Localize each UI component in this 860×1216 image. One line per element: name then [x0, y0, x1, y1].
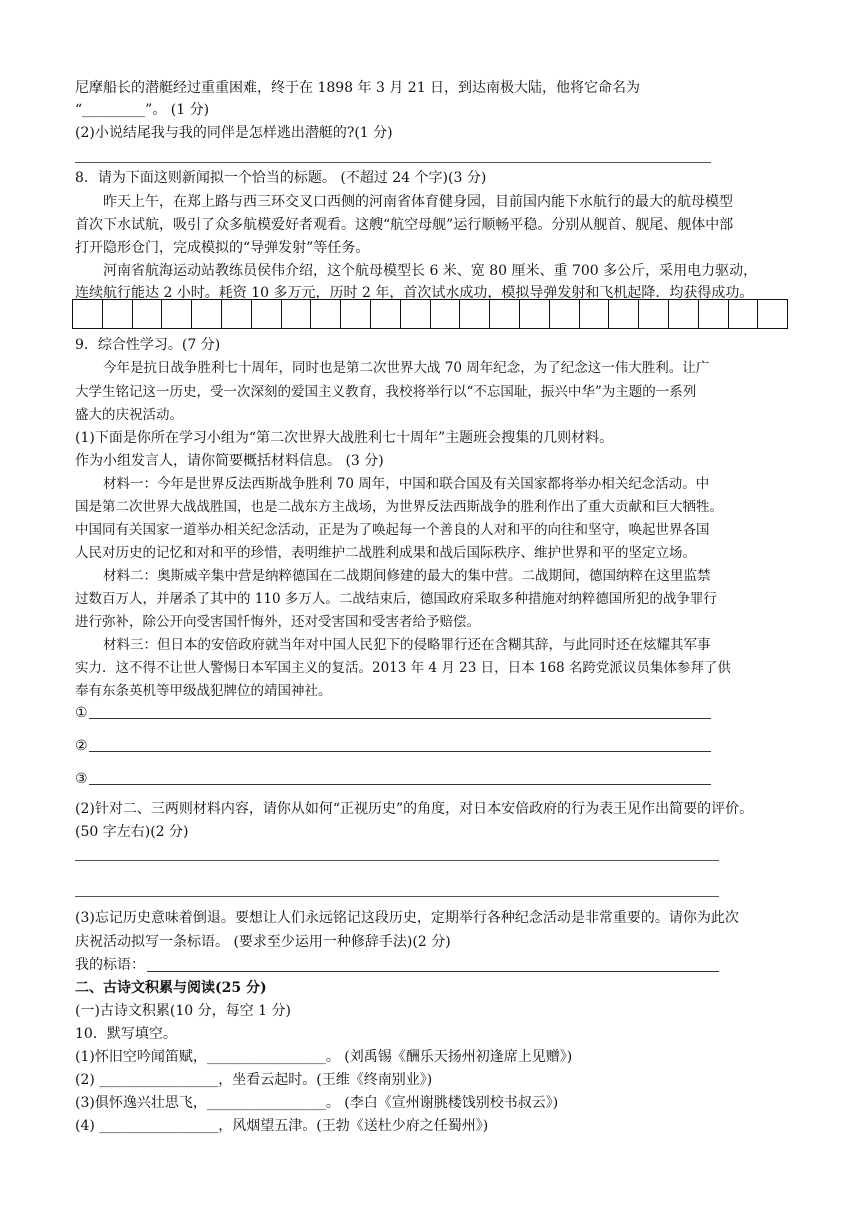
- answer-grid-cell[interactable]: [669, 300, 699, 328]
- answer-mark-1: ①: [75, 705, 88, 721]
- answer-grid-cell[interactable]: [609, 300, 639, 328]
- answer-line-3[interactable]: [89, 784, 711, 785]
- material3-line2: 实力．这不得不让世人警惕日本军国主义的复活。2013 年 4 月 23 日，日本 168 名跨党派议员集体参拜了供: [75, 660, 731, 676]
- material3-line3: 奉有东条英机等甲级战犯牌位的靖国神社。: [75, 683, 332, 699]
- slogan-answer-line[interactable]: [147, 971, 719, 972]
- q8-para1-line3: 打开隐形仓门，完成模拟的“导弹发射”等任务。: [75, 240, 370, 256]
- answer-grid-cell[interactable]: [580, 300, 610, 328]
- q9-intro-line1: 今年是抗日战争胜利七十周年，同时也是第二次世界大战 70 周年纪念，为了纪念这一伟大胜利。让广: [103, 360, 710, 376]
- answer-grid-cell[interactable]: [341, 300, 371, 328]
- section2-heading: 二、古诗文积累与阅读(25 分): [75, 980, 267, 996]
- slogan-label: 我的标语：: [75, 957, 145, 973]
- q7-text-line-1: 尼摩船长的潜艇经过重重困难，终于在 1898 年 3 月 21 日，到达南极大陆，他将它命名为: [75, 80, 641, 96]
- material1-line1: 材料一：今年是世界反法西斯战争胜利 70 周年，中国和联合国及有关国家都将举办相关纪念活动。中: [103, 476, 710, 492]
- q9-sub1-line1: (1)下面是你所在学习小组为“第二次世界大战胜利七十周年”主题班会搜集的几则材料。: [75, 430, 614, 446]
- q10-title: 10．默写填空。: [75, 1026, 177, 1042]
- q9-sub2-line1: (2)针对二、三两则材料内容，请你从如何“正视历史”的角度，对日本安倍政府的行为表王见作出简要的评价。: [75, 801, 754, 817]
- answer-mark-3: ③: [75, 771, 88, 787]
- answer-grid-cell[interactable]: [699, 300, 729, 328]
- answer-grid-cell[interactable]: [520, 300, 550, 328]
- q9-intro-line2: 大学生铭记这一历史，受一次深刻的爱国主义教育，我校将举行以“不忘国耻，振兴中华”为主题的一系列: [75, 384, 697, 400]
- answer-grid-cell[interactable]: [103, 300, 133, 328]
- q8-para2-line2: 连续航行能达 2 小时。耗资 10 多万元，历时 2 年，首次试水成功，模拟导弹发射和飞机起降．均获得成功。: [75, 285, 754, 301]
- answer-grid-cell[interactable]: [222, 300, 252, 328]
- answer-grid-cell[interactable]: [282, 300, 312, 328]
- material1-line3: 中国同有关国家一道举办相关纪念活动，正是为了唤起每一个善良的人对和平的向往和坚守，唤起世界各国: [75, 522, 710, 538]
- q10-item-1: (1)怀旧空吟闻笛赋，_________________。 (刘禹锡《酬乐天扬州初逢席上见赠》): [75, 1049, 573, 1065]
- answer-grid-cell[interactable]: [73, 300, 103, 328]
- material2-line3: 进行弥补，除公开向受害国忏悔外，还对受害国和受害者给予赔偿。: [75, 614, 480, 630]
- q9-sub2-answer-line-1[interactable]: [75, 860, 719, 861]
- material2-line2: 过数百万人，并屠杀了其中的 110 多万人。二战结束后，德国政府采取多种措施对纳粹德国所犯的战争罪行: [75, 591, 717, 607]
- q9-sub2-line2: (50 字左右)(2 分): [75, 824, 189, 840]
- answer-grid-cell[interactable]: [311, 300, 341, 328]
- q8-answer-grid[interactable]: [72, 299, 788, 329]
- material2-line1: 材料二：奥斯威辛集中营是纳粹德国在二战期间修建的最大的集中营。二战期间，德国纳粹在这里监禁: [103, 568, 711, 584]
- q10-item-4: (4) _________________，风烟望五津。(王勃《送杜少府之任蜀州》): [75, 1118, 489, 1134]
- answer-grid-cell[interactable]: [490, 300, 520, 328]
- answer-grid-cell[interactable]: [550, 300, 580, 328]
- q8-para1-line2: 首次下水试航，吸引了众多航模爱好者观看。这艘“航空母舰”运行顺畅平稳。分别从舰首、舰尾、舰体中部: [75, 217, 734, 233]
- material1-line2: 国是第二次世界大战战胜国，也是二战东方主战场，为世界反法西斯战争的胜利作出了重大贡献和巨大牺牲。: [75, 499, 723, 515]
- material3-line1: 材料三：但日本的安倍政府就当年对中国人民犯下的侵略罪行还在含糊其辞，与此同时还在炫耀其军事: [103, 637, 711, 653]
- answer-mark-2: ②: [75, 738, 88, 754]
- q9-sub2-answer-line-2[interactable]: [75, 896, 719, 897]
- answer-grid-cell[interactable]: [431, 300, 461, 328]
- q8-para2-line1: 河南省航海运动站教练员侯伟介绍，这个航母模型长 6 米、宽 80 厘米、重 700 多公斤，采用电力驱动，: [103, 263, 758, 279]
- q9-intro-line3: 盛大的庆祝活动。: [75, 407, 183, 423]
- q10-item-3: (3)俱怀逸兴壮思飞，_________________。 (李白《宣州谢朓楼饯别校书叔云》): [75, 1095, 559, 1111]
- q9-sub3-line2: 庆祝活动拟写一条标语。 (要求至少运用一种修辞手法)(2 分): [75, 934, 451, 950]
- material1-line4: 人民对历史的记忆和对和平的珍惜，表明维护二战胜利成果和战后国际秩序、维护世界和平的坚定立场。: [75, 545, 696, 561]
- answer-grid-cell[interactable]: [133, 300, 163, 328]
- q8-para1-line1: 昨天上午，在郑上路与西三环交叉口西侧的河南省体育健身园，目前国内能下水航行的最大的航母模型: [103, 194, 733, 210]
- answer-grid-cell[interactable]: [252, 300, 282, 328]
- q10-item-2: (2) _________________，坐看云起时。(王维《终南别业》): [75, 1072, 433, 1088]
- answer-line-1[interactable]: [89, 718, 711, 719]
- q7-text-line-2: “_________”。 (1 分): [75, 102, 210, 118]
- q7-sub2-question: (2)小说结尾我与我的同伴是怎样逃出潜艇的?(1 分): [75, 125, 393, 141]
- answer-grid-cell[interactable]: [371, 300, 401, 328]
- q7-answer-line[interactable]: [75, 162, 711, 163]
- section2-subheading: (一)古诗文积累(10 分，每空 1 分): [75, 1003, 291, 1019]
- answer-grid-cell[interactable]: [460, 300, 490, 328]
- answer-grid-cell[interactable]: [639, 300, 669, 328]
- q9-sub1-line2: 作为小组发言人，请你简要概括材料信息。 (3 分): [75, 453, 384, 469]
- answer-line-2[interactable]: [89, 751, 711, 752]
- answer-grid-cell[interactable]: [162, 300, 192, 328]
- q8-title: 8．请为下面这则新闻拟一个恰当的标题。 (不超过 24 个字)(3 分): [75, 170, 487, 186]
- q9-sub3-line1: (3)忘记历史意味着倒退。要想让人们永远铭记这段历史，定期举行各种纪念活动是非常重要的。请你为此次: [75, 910, 739, 926]
- answer-grid-cell[interactable]: [729, 300, 759, 328]
- answer-grid-cell[interactable]: [401, 300, 431, 328]
- answer-grid-cell[interactable]: [758, 300, 787, 328]
- q9-title: 9．综合性学习。(7 分): [75, 337, 221, 353]
- answer-grid-cell[interactable]: [192, 300, 222, 328]
